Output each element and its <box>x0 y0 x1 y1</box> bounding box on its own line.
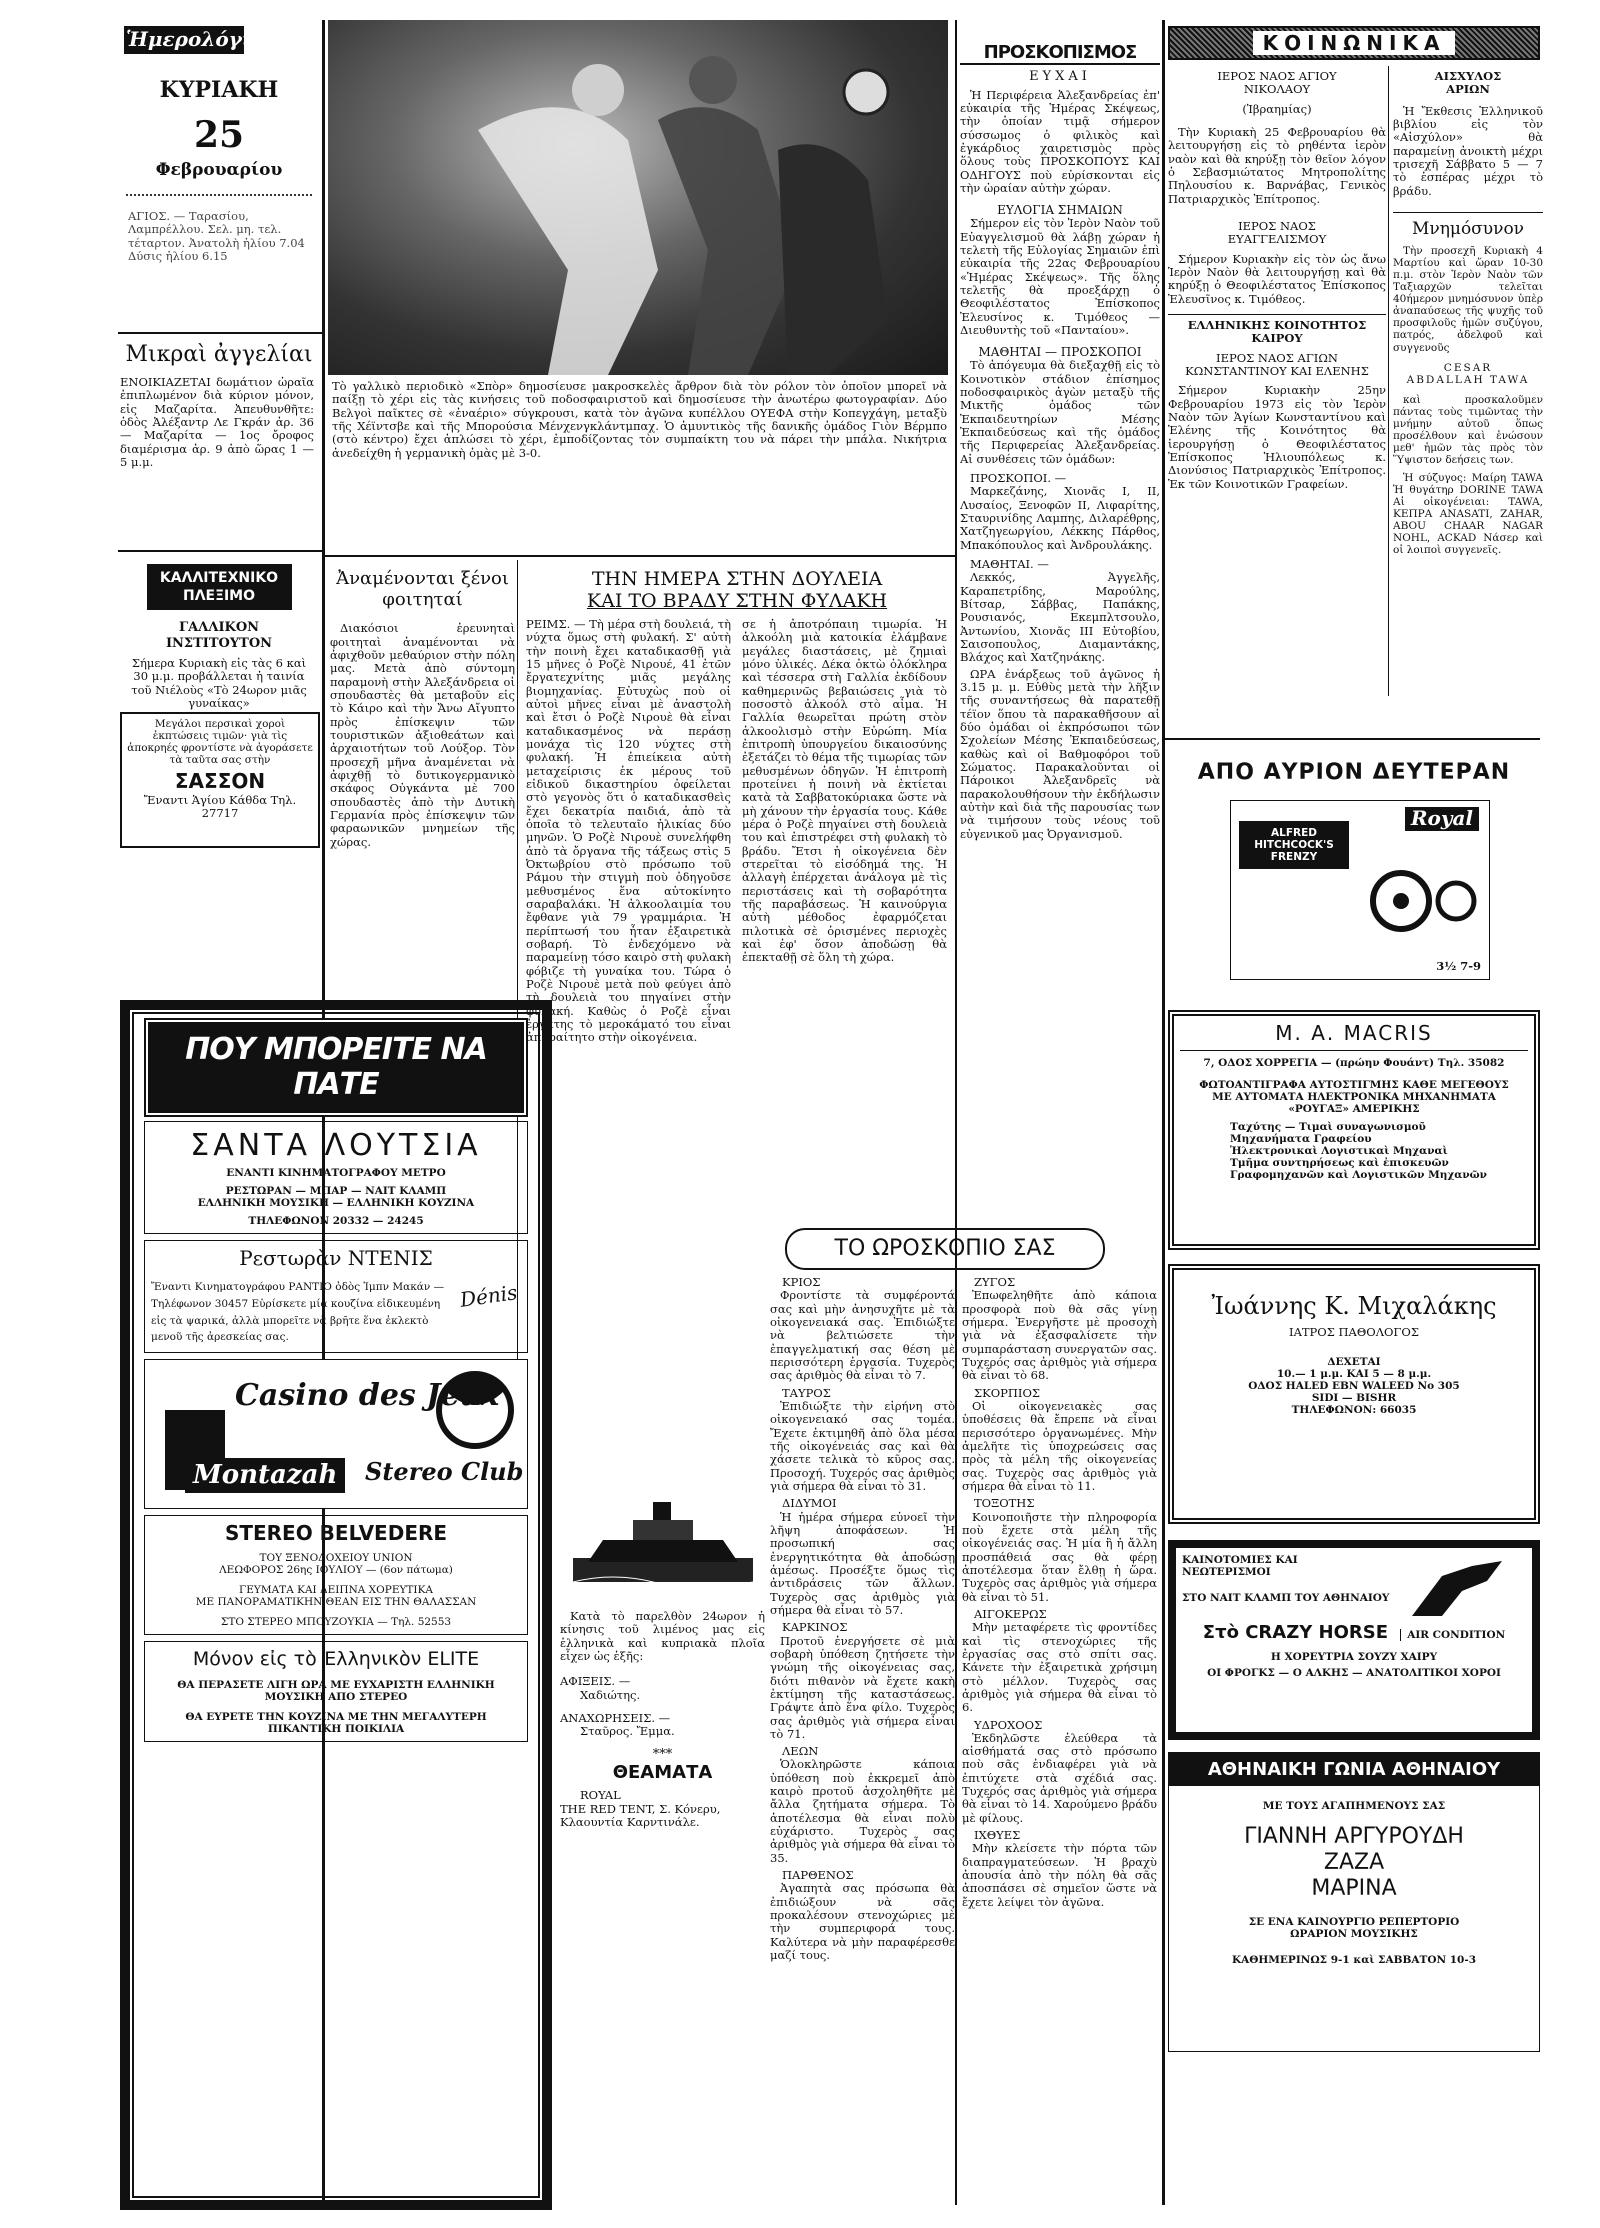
community-title: ΕΛΛΗΝΙΚΗΣ ΚΟΙΝΟΤΗΤΟΣ ΚΑΙΡΟΥ <box>1168 314 1386 346</box>
stars: *** <box>652 1746 673 1762</box>
sasson-text: Μεγάλοι περσικαὶ χοροὶ ἐκπτώσεις τιμῶν· γιὰ τὶς ἀποκρηές φροντίστε νὰ ἀγοράσετε τὰ ταῦτα σας στὴν <box>127 718 313 767</box>
athinaiou-header: ΑΘΗΝΑΙΚΗ ΓΩΝΙΑ ΑΘΗΝΑΙΟΥ <box>1169 1753 1539 1786</box>
calendar-masthead: Ἡμερολόγιον <box>126 27 279 51</box>
horse-tag-1: ΚΑΙΝΟΤΟΜΙΕΣ ΚΑΙ ΝΕΩΤΕΡΙΣΜΟΙ <box>1182 1554 1298 1579</box>
elite-l2: ΘΑ ΕΥΡΕΤΕ ΤΗΝ ΚΟΥΖΙΝΑ ΜΕ ΤΗΝ ΜΕΓΑΛΥΤΕΡΗ ΠΙΚΑΝΤΙΚΗ ΠΟΙΚΙΛΙΑ <box>185 1710 487 1735</box>
horse-acts: ΟΙ ΦΡΟΓΚΣ — Ο ΑΛΚΗΣ — ΑΝΑΤΟΛΙΤΙΚΟΙ ΧΟΡΟΙ <box>1207 1667 1501 1680</box>
belvedere-ad <box>144 1515 528 1635</box>
denis-text: Ἔναντι Κινηματογράφου ΡΑΝΤΙΟ ὁδὸς Ἰμπν Μακάν — Τηλέφωνον 30457 Εὑρίσκετε μία κουζίνα εἰδικευμένη εἰς τὰ ψαρικά, ἀλλὰ μπορεῖτε νὰ βρῆτε ἕνα ἐκλεκτὸ μενοῦ τῆς ἀρεσκείας σας. <box>151 1281 445 1344</box>
scouts-names: Μαρκεζάνης, Χιονᾶς Ι, ΙΙ, Λυσαίος, Ξενοφῶν ΙΙ, Λιφαρίτης, Σταυρινίδης Λαμπης, Διλαρέθρης, Χατζηγεωργίου, Λέκκης Πάρθος, Μπακόπουλος καὶ Ἀνδρουλάκης. <box>960 484 1160 552</box>
sasson-name: ΣΑΣΣΟΝ <box>174 769 266 794</box>
belvedere-l3: ΓΕΥΜΑΤΑ ΚΑΙ ΔΕΙΠΝΑ ΧΟΡΕΥΤΙΚΑ <box>238 1583 434 1596</box>
santa-lucia-l2: ΡΕΣΤΩΡΑΝ — ΜΠΑΡ — ΝΑΙΤ ΚΛΑΜΠ <box>225 1185 447 1198</box>
horoscope-sign: ΣΚΟΡΠΙΟΣ <box>974 1385 1041 1400</box>
sasson-ad <box>120 712 320 848</box>
horoscope-text: Κοινοποιῆστε τὴν πληροφορία ποὺ ἔχετε στὰ μέλη τῆς οἰκογένειάς σας. Ἡ μία ἢ ἡ ἄλλη προσπάθειά σας θὰ φέρῃ ἀποτέλεσμα ὅταν ἔλθῃ ἡ ὥρα. Τυχερὸς σας ἀριθμὸς γιὰ σήμερα θὰ εἶναι τὸ 51. <box>962 1509 1157 1604</box>
rule <box>118 550 322 552</box>
macris-line1: ΦΩΤΟΑΝΤΙΓΡΑΦΑ ΑΥΤΟΣΤΙΓΜΗΣ ΚΑΘΕ ΜΕΓΕΘΟΥΣ <box>1199 1078 1509 1091</box>
athinaiou-hours-label: ΩΡΑΡΙΟΝ ΜΟΥΣΙΚΗΣ <box>1290 1928 1418 1941</box>
doctor-hours-label: ΔΕΧΕΤΑΙ <box>1327 1355 1381 1368</box>
belvedere-name: STEREO BELVEDERE <box>224 1521 448 1546</box>
nikolaos-title: ΙΕΡΟΣ ΝΑΟΣ ΑΓΙΟΥ ΝΙΚΟΛΑΟΥ <box>1217 69 1337 97</box>
athinaiou-ad <box>1168 1752 1540 2052</box>
horoscope-sign: ΤΟΞΟΤΗΣ <box>974 1496 1035 1511</box>
doctor-title: ΙΑΤΡΟΣ ΠΑΘΟΛΟΓΟΣ <box>1289 1325 1419 1340</box>
rule <box>325 555 955 557</box>
athinaiou-singer-3: ΜΑΡΙΝΑ <box>1311 1876 1397 1902</box>
frenzy-title: ALFRED HITCHCOCK'S FRENZY <box>1239 821 1349 869</box>
aischylos-title: ΑΙΣΧΥΛΟΣ ΑΡΙΩΝ <box>1434 69 1502 97</box>
santa-lucia-l1: ΕΝΑΝΤΙ ΚΙΝΗΜΑΤΟΓΡΑΦΟΥ ΜΕΤΡΟ <box>226 1167 446 1180</box>
athinaiou-sub: ΜΕ ΤΟΥΣ ΑΓΑΠΗΜΕΝΟΥΣ ΣΑΣ <box>1262 1800 1446 1813</box>
classifieds-text: ΕΝΟΙΚΙΑΖΕΤΑΙ δωμάτιον ὡραῖα ἐπιπλωμένον διὰ κύριον μόνον, εἰς Μαζαρίτα. Ἀπευθυνθῆτε: ὁδὸς Ἀλέξαντρ Λε Γκράν ἀρ. 36 — Μαζαρίτα — 1ος ὄροφος διαμέρισμα ἀρ. 9 ἀπὸ ὥρας 1 — 5 μ.μ. <box>120 374 314 469</box>
scouts-match-text: Τὸ ἀπόγευμα θὰ διεξαχθῇ εἰς τὸ Κοινοτικὸν στάδιον ἐπίσημος ποδοσφαιρικὸς ἀγὼν μεταξὺ τῆς Μικτῆς ὁμάδος τῶν Ἐκπαιδευτηρίων Μέσης Ἐκπαιδεύσεως καὶ τῆς ὁμάδος τῆς Περιφερείας Ἀλεξανδρείας. Αἱ συνθέσεις τῶν ὁμάδων: <box>960 358 1160 466</box>
arrivals-label: ΑΦΙΞΕΙΣ. — <box>560 1674 631 1689</box>
horoscope-text: Προτοῦ ἐνεργήσετε σὲ μιὰ σοβαρὴ ὑπόθεση ζητήσετε τὴν γνώμη τῆς οἰκογένειας σας, διότι πιθανὸν νὰ ἔχετε κακὴ ἐκτίμηση τῆς καταστάσεως. Γράψτε ἀπὸ ἕνα φίλο. Τυχερὸς σας ἀριθμὸς γιὰ σήμερα εἶναι τὸ 71. <box>770 1633 955 1741</box>
macris-address: 7, ΟΔΟΣ ΧΟΡΡΕΓΙΑ — (πρώην Φουάντ) Τηλ. 35082 <box>1203 1056 1505 1069</box>
horoscope-sign: ΙΧΘΥΕΣ <box>974 1828 1021 1843</box>
departures: Σταῦρος. Ἔμμα. <box>580 1724 675 1739</box>
belvedere-l4: ΜΕ ΠΑΝΟΡΑΜΑΤΙΚΗΝ ΘΕΑΝ ΕΙΣ ΤΗΝ ΘΑΛΑΣΣΑΝ <box>195 1595 477 1608</box>
memorial-text: Τὴν προσεχῆ Κυριακὴ 4 Μαρτίου καὶ ὥραν 10-30 π.μ. στὸν Ἱερὸν Ναὸν τῶν Ταξιαρχῶν τελεῖται 40ήμερον μνημόσυνον ὑπὲρ ἀναπαύσεως τῆς ψυχῆς τοῦ προσφιλοῦς ἡμῶν συζύγου, πατρός, ἀδελφοῦ καὶ συγγενοῦς <box>1393 245 1543 354</box>
horse-dancer: Η ΧΟΡΕΥΤΡΙΑ ΣΟΥΖΥ ΧΑΙΡΥ <box>1270 1651 1438 1664</box>
horse-name: Στὸ CRAZY HORSE <box>1202 1622 1389 1644</box>
crazy-horse-ad <box>1168 1540 1540 1740</box>
arrivals: Χαδιώτης. <box>580 1687 641 1702</box>
students-label: ΜΑΘΗΤΑΙ. — <box>970 557 1049 572</box>
horoscope-text: Μὴν κλείσετε τὴν πόρτα τῶν διαπραγματεύσεων. Ἡ βραχὺ ἀπουσία ἀπὸ τὴν πόλη θὰ σᾶς ἀποσπάσει σὲ σημεῖον ὥστε νὰ ἔχετε λείψει τὸν ἀγῶνα. <box>962 1841 1157 1909</box>
film-listing: THE RED TENT, Σ. Κόνερυ, Κλαουντία Καρντινάλε. <box>560 1801 721 1829</box>
casino-montazah: Montazah <box>185 1458 345 1493</box>
evang-title: ΙΕΡΟΣ ΝΑΟΣ ΕΥΑΓΓΕΛΙΣΜΟΥ <box>1227 218 1327 247</box>
social-header <box>1168 26 1540 60</box>
scouts-wish-text: Ἡ Περιφέρεια Ἀλεξανδρείας ἐπ' εὐκαιρία τῆς Ἡμέρας Σκέψεως, τὴν ὁποίαν τιμᾷ σήμερον σύσσωμος ὁ φιλικὸς καὶ ἐγκάρδιος χαιρετισμὸς πρὸς ὅλους τοὺς ΠΡΟΣΚΟΠΟΥΣ ΚΑΙ ΟΔΗΓΟΥΣ ποὺ εὑρίσκονται εἰς τὴν ὡραίαν αὐτὴν χώραν. <box>960 87 1160 195</box>
knitting-logo: ΚΑΛΛΙΤΕΧΝΙΚΟ ΠΛΕΞΙΜΟ <box>147 564 292 610</box>
places-banner: ΠΟΥ ΜΠΟΡΕΙΤΕ ΝΑ ΠΑΤΕ <box>185 1032 487 1103</box>
scouts-match-title: ΜΑΘΗΤΑΙ — ΠΡΟΣΚΟΠΟΙ <box>978 345 1142 360</box>
athinaiou-singer-2: ΖΑΖΑ <box>1323 1850 1385 1876</box>
calendar-saints: ΑΓΙΟΣ. — Ταρασίου, Λαμπρέλλου. Σελ. μη. τελ. τέταρτον. Ἀνατολὴ ἡλίου 7.04 Δύσις ἡλίου 6.15 <box>128 209 305 263</box>
scouts-flags-title: ΕΥΛΟΓΙΑ ΣΗΜΑΙΩΝ <box>997 203 1123 218</box>
students-title: Ἀναμένονται ξένοι φοιτηταί <box>336 568 509 611</box>
doctor-address: ΟΔΟΣ HALED EBN WALEED No 305 <box>1248 1379 1460 1392</box>
elite-l1: ΘΑ ΠΕΡΑΣΕΤΕ ΛΙΓΗ ΩΡΑ ΜΕ ΕΥΧΑΡΙΣΤΗ ΕΛΛΗΝΙΚΗ ΜΟΥΣΙΚΗ ΑΠΟ ΣΤΕΡΕΟ <box>177 1678 495 1703</box>
column-rule-2 <box>955 20 957 2205</box>
horoscope-sign: ΠΑΡΘΕΝΟΣ <box>782 1868 854 1883</box>
santa-lucia-phone: ΤΗΛΕΦΩΝΟΝ 20332 — 24245 <box>248 1215 424 1228</box>
column-rule-3 <box>1162 20 1165 2205</box>
denis-ad <box>144 1240 528 1353</box>
classifieds <box>118 336 320 546</box>
macris-item-3: Τμῆμα συντηρήσεως καὶ ἐπισκευῶν Γραφομηχανῶν καὶ Λογιστικῶν Μηχανῶν <box>1230 1157 1487 1182</box>
horoscope-title-box <box>785 1228 1105 1270</box>
horoscope-right <box>962 1272 1157 2212</box>
calendar-day: ΚΥΡΙΑΚΗ <box>159 77 279 103</box>
denis-name: Ρεστωρὰν ΝΤΕΝΙΣ <box>239 1246 433 1271</box>
ship-illustration <box>573 1480 753 1590</box>
horse-aircon: AIR CONDITION <box>1400 1629 1505 1641</box>
social-header-text: ΚΟΙΝΩΝΙΚΑ <box>1253 31 1456 55</box>
departures-label: ΑΝΑΧΩΡΗΣΕΙΣ. — <box>560 1710 671 1725</box>
rule <box>118 332 322 334</box>
belvedere-phone: ΣΤΟ ΣΤΕΡΕΟ ΜΠΟΥΖΟΥΚΙΑ — Τηλ. 52553 <box>220 1616 452 1629</box>
belvedere-l2: ΛΕΩΦΟΡΟΣ 26ης ΙΟΥΛΙΟΥ — (6ον πάτωμα) <box>219 1563 453 1576</box>
athinaiou-repertoire: ΣΕ ΕΝΑ ΚΑΙΝΟΥΡΓΙΟ ΡΕΠΕΡΤΟΡΙΟ <box>1248 1916 1460 1929</box>
horoscope-text: Ἐπωφεληθῆτε ἀπὸ κάποια προσφορὰ ποὺ θὰ σᾶς γίνῃ σήμερα. Ἐνεργῆστε μὲ προσοχὴ γιὰ νὰ ἐξασφαλίσετε τὴν συμπαράσταση συνεργατῶν σας. Τυχερός σας ἀριθμὸς γιὰ σήμερα θὰ εἶναι τὸ 68. <box>962 1288 1157 1383</box>
macris-line3: «ΡΟΥΓΑΞ» ΑΜΕΡΙΚΗΣ <box>1288 1102 1420 1115</box>
theatres-title: ΘΕΑΜΑΤΑ <box>612 1761 713 1783</box>
memorial-title: Μνημόσυνον <box>1393 212 1543 239</box>
football-photo <box>328 20 948 375</box>
match-time-text: ΩΡΑ ἐνάρξεως τοῦ ἀγῶνος ἡ 3.15 μ. μ. Εὐθὺς μετὰ τὴν λῆξιν τῆς συναντήσεως θὰ παρατεθῇ τέϊον ὅπου τὰ παρακαθῆσουν αἱ δύο ὁμάδαι οἱ ἐκπρόσωποι τῶν Σχολείων Μέσης Ἐκπαιδεύσεως, καθὼς καὶ οἱ Βαθμοφόροι τοῦ Σώματος. Παρακαλοῦνται οἱ Πάροικοι Ἀλεξανδρεῖς νὰ παρακολουθήσουν τὴν ἐκδήλωσιν αὐτὴν καὶ διὰ τῆς παρουσίας των νὰ τιμήσουν τοὺς νέους τοῦ εὐγενικοῦ μας Ὀργανισμοῦ. <box>960 666 1160 841</box>
macris-item-1: Μηχανήματα Γραφείου <box>1230 1132 1372 1145</box>
macris-item-0: Ταχύτης — Τιμαὶ συναγωνισμοῦ <box>1230 1120 1426 1133</box>
scouts-wish-title: ΕΥΧΑΙ <box>1029 69 1091 85</box>
horoscope-sign: ΥΔΡΟΧΟΟΣ <box>974 1717 1043 1732</box>
story-title-1: ΤΗΝ ΗΜΕΡΑ ΣΤΗΝ ΔΟΥΛΕΙΑ <box>591 568 883 590</box>
ship-caption: Κατὰ τὸ παρελθὸν 24ωρον ἡ κίνησις τοῦ λιμένος μας εἰς ἑλληνικὰ καὶ κυπριακὰ πλοῖα εἶχεν ὡς ἑξῆς: <box>560 1609 765 1663</box>
horoscope-title: ΤΟ ΩΡΟΣΚΟΠΙΟ ΣΑΣ <box>834 1236 1056 1261</box>
frenzy-reel-art <box>1361 841 1481 971</box>
nikolaos-sub: (Ἰβραημίας) <box>1242 101 1312 116</box>
photo-caption: Τὸ γαλλικὸ περιοδικὸ «Σπὸρ» δημοσίευσε μακροσκελὲς ἄρθρον διὰ τὸν ρόλον τὸν ὁποῖον μπορεῖ νὰ παίξῃ τὸ χέρι εἰς τὰς κινήσεις τοῦ ποδοσφαιριστοῦ καὶ δημοσίευσε τὴν ἀνωτέρω φωτογραφίαν. Δύο Βελγοὶ παῖκτες σὲ «ἐναέριο» σύγκρουσι, κατὰ τὸν ἀγῶνα κυπέλλου ΟΥΕΦΑ στὴν Κοπεγχάγη, μεταξὺ τῆς Χέϊντσβε καὶ τῆς Μπορούσια Μένχενγκλάντμπαχ. Ὁ ἀμυντικὸς τῆς δανικῆς ὁμάδος Γιὸν Βέρμπο (στὸ κέντρο) ἔχει ἁπλώσει τὸ χέρι, ἐμποδίζοντας τὸν συμπαίκτη του νὰ πάρει τὴν μπάλα. Νικήτρια ἀνεδείχθη ἡ γερμανικὴ ὁμὰς μὲ 3-0. <box>332 380 947 460</box>
horoscope-text: Ἀγαπητὰ σας πρόσωπα θὰ ἐπιδιώξουν νὰ σᾶς προκαλέσουν στενοχώριες μὲ τὴν συμπεριφορά τους. Καλύτερα νὰ μὴν παραφέρεσθε μαζί τους. <box>770 1881 955 1963</box>
places-panel <box>120 1000 552 2210</box>
memorial-name: CESAR ABDALLAH TAWA <box>1406 361 1530 386</box>
santa-lucia-l3: ΕΛΛΗΝΙΚΗ ΜΟΥΣΙΚΗ — ΕΛΛΗΝΙΚΗ ΚΟΥΖΙΝΑ <box>197 1197 475 1210</box>
frenzy-ad <box>1230 800 1490 980</box>
casino-ad <box>144 1359 528 1509</box>
horoscope-text: Φροντίστε τὰ συμφέροντά σας καὶ μὴν ἀνησυχῆτε μὲ τὰ οἰκογενειακά σας. Ἐπιδιώξτε νὰ βελτιώσετε τὴν ἐπαγγελματική σας θέση μὲ περισσότερη ἐργασία. Τυχερὸς σας ἀριθμὸς θὰ εἶναι τὸ 7. <box>770 1288 955 1383</box>
elite-ad <box>144 1641 528 1742</box>
horoscope-sign: ΖΥΓΟΣ <box>974 1275 1016 1289</box>
story-title-2: ΚΑΙ ΤΟ ΒΡΑΔΥ ΣΤΗΝ ΦΥΛΑΚΗ <box>586 590 888 613</box>
horoscope-text: Μὴν μεταφέρετε τὶς φροντίδες καὶ τὶς στενοχώριες τῆς ἐργασίας σας στὸ σπίτι σας. Κάνετε τὴν ἐξαιρετικὰ χρήσιμη στὸ μέλλον. Τυχερὸς σας ἀριθμὸς γιὰ σήμερα θὰ εἶναι τὸ 6. <box>962 1620 1157 1715</box>
constantine-text: Σήμερον Κυριακὴν 25ην Φεβρουαρίου 1973 εἰς τὸν Ἱερὸν Ναὸν τῶν Ἁγίων Κωνσταντίνου καὶ Ἑλένης τῆς Κοινότητος θὰ ἱερουργήσῃ ὁ Θεοφιλέστατος Ἐπίσκοπος Ἡλιουπόλεως κ. Διονύσιος Πατριαρχικὸς Ἐπίτροπος. Ἐκ τῶν Κοινοτικῶν Γραφείων. <box>1168 383 1386 491</box>
social-right <box>1393 66 1543 696</box>
scouts-label: ΠΡΟΣΚΟΠΟΙ. — <box>970 471 1067 486</box>
horoscope-text: Ὁλοκληρῶστε κάποια ὑπόθεση ποὺ ἐκκρεμεῖ ἀπὸ καιρὸ προτοῦ ἀσχοληθῆτε μὲ ἄλλα ζητήματα σήμερα. Τὸ ἀποτέλεσμα θὰ εἶναι πολὺ εὐχάριστο. Τυχερὸς σας ἀριθμὸς γιὰ σήμερα θὰ εἶναι τὸ 35. <box>770 1757 955 1865</box>
horoscope-sign: ΔΙΔΥΜΟΙ <box>782 1496 837 1511</box>
macris-ad <box>1168 1010 1540 1250</box>
ship-news <box>560 1470 765 2190</box>
horoscope-text: Ἡ ἡμέρα σήμερα εὐνοεῖ τὴν λῆψη ἀποφάσεων. Ἡ προσωπική σας ἐνεργητικότητα θὰ ἀποδώσῃ ἀμέσως. Προσέξτε ὅμως τὶς ἀντιδράσεις τῶν ἄλλων. Τυχερὸς σας ἀριθμὸς γιὰ σήμερα θὰ εἶναι τὸ 57. <box>770 1509 955 1617</box>
calendar-date: 25 <box>193 114 245 156</box>
story-col-2: σε ἡ ἀποτρόπαιη τιμωρία. Ἡ ἀλκοόλη μιὰ κατοικία ἐλάμβανε μεγάλες διαστάσεις, μὲ ζημιαὶ μόνο ὑλικές. Δέκα ὀκτὼ ὁλόκληρα καὶ τέσσερα στὴ Γαλλία ἐκδίδουν καθημερινῶς βεβαιώσεις γιὰ τὸ ποσοστὸ ἀλκοόλ στὸ αἷμα. Ἡ Γαλλία θεωρεῖται πρώτη στὸν ἀλκοολισμὸ στὴν Εὐρώπη. Μία ἐπιτροπὴ ὑπουργείου δικαιοσύνης ἐξετάζει τὸ θέμα τῆς τιμωρίας τῶν μεθυσμένων ὁδηγῶν. Ἡ ἐπιτροπὴ προτείνει ἡ ποινὴ νὰ ἐκτίεται κατὰ τὰ Σαββατοκύριακα ὥστε νὰ μὴ χάνουν τὴν ἐργασία τους. Κάθε μέρα ὁ Ροζὲ πηγαίνει στὴ δουλειὰ του καὶ ἐπιστρέφει στὴ φυλακὴ τὸ βράδυ. Ἔτσι ἡ οἰκογένεια δὲν στερεῖται τὸ εἰσόδημά της. Ἡ ἀλλαγὴ ἐπέρχεται ἀνάλογα μὲ τὶς περιστάσεις καὶ τὴ σοβαρότητα τῆς παραβάσεως. Ἡ καινούργια αὐτὴ μέθοδος ἐφαρμόζεται πιλοτικὰ σὲ ὁρισμένες περιοχὲς καὶ ἐφ' ὅσον ἀποδώσῃ θὰ ἐπεκταθῇ σὲ ὅλη τὴ χώρα. <box>742 617 947 965</box>
athinaiou-singer-1: ΓΙΑΝΝΗ ΑΡΓΥΡΟΥΔΗ <box>1244 1824 1464 1850</box>
casino-script: Casino des Jeux <box>235 1378 500 1414</box>
rule <box>1388 66 1389 696</box>
students-article <box>330 560 515 990</box>
elite-name: Μόνον εἰς τὸ Ἑλληνικὸν ELITE <box>192 1648 480 1671</box>
evang-text: Σήμερον Κυριακὴν εἰς τὸν ὡς ἄνω Ἱερὸν Ναὸν θὰ λειτουργήσῃ καὶ θὰ κηρύξῃ ὁ Θεοφιλέστατος Ἐπίσκοπος Ἐλευσῖνος κ. Τιμόθεος. <box>1168 251 1386 306</box>
institute-text: Σήμερα Κυριακὴ εἰς τὰς 6 καὶ 30 μ.μ. προβάλλεται ἡ ταινία τοῦ Νιέλοὺς «Τὸ 24ωρον μιᾶς γυναίκας» <box>131 656 307 711</box>
horoscope-text: Ἐπιδιώξτε τὴν εἰρήνη στὸ οἰκογενειακό σας τομέα. Ἔχετε ἐκτιμηθῆ ἀπὸ ὅλα μέσα τῆς οἰκογένειάς σας καὶ θὰ χάσετε τελικὰ τὸ κῦρος σας. Προσοχή. Τυχερός σας ἀριθμὸς γιὰ σήμερα θὰ εἶναι τὸ 31. <box>770 1398 955 1493</box>
frenzy-cinema: Royal <box>1405 807 1479 831</box>
social-left <box>1168 66 1386 696</box>
story-col-1: ΡΕΙΜΣ. — Τὴ μέρα στὴ δουλειά, τὴ νύχτα ὅμως στὴ φυλακή. Σ' αὐτὴ τὴν ποινὴ ἔχει καταδικασθῇ γιὰ 15 μῆνες ὁ Ροζὲ Νιρουέ, 41 ἐτῶν ἔργατεχνίτης μιᾶς μεγάλης βιομηχανίας. Εὐτυχὼς ποὺ οἱ αὐτοὶ μῆνες εἶναι μὲ ἀναστολὴ καὶ ἔτσι ὁ Ροζὲ Νιρουὲ θὰ εἶναι καταδικασμένος νὰ περάσῃ μονάχα τὶς 120 νύχτες στὴ φυλακή. Ἡ ἐπιείκεια αὐτὴ μεταχείρισις ἐκ μέρους τοῦ εἰδικοῦ δικαστηρίου ὀφείλεται στὸ γεγονὸς ὅτι ὁ καταδικασθεὶς ἔχει δεκατρία παιδιά, ἀπὸ τὰ ὁποῖα τὸ τελευταῖο ἡλικίας δύο μηνῶν. Ὁ Ροζὲ Νιρουὲ συνελήφθη ἀπὸ τὰ ὄργανα τῆς τάξεως στὶς 5 Ὀκτωβρίου στὸ πρόσωπο τοῦ Ράμου τὴν στιγμὴ ποὺ ὁδηγοῦσε μεθυσμένος ἕνα αὐτοκίνητο σαραβαλάκι. Ἡ ἀλκοολαιμία του ἔφθανε γιὰ 79 γραμμάρια. Ἡ περίπτωσή του ἦταν ἐξαιρετικὰ σοβαρή. Τὸ ἐνδεχόμενο νὰ παραμείνῃ τόσο καιρὸ στὴ φυλακὴ φόβιζε τὴ γυναίκα του. Τώρα ὁ Ροζὲ Νιρουὲ μετὰ ποὺ φεύγει ἀπὸ τὴ δουλειὰ του πηγαίνει στὴν φυλακή. Καθὼς ὁ Ροζὲ εἶναι ἐργάτης τὸ μεροκάματό του εἶναι ἀπαραίτητο στὴν οἰκογένεια. <box>526 617 731 1045</box>
scouts-logo: ΠΡΟΣΚΟΠΙΣΜΟΣ <box>960 42 1160 65</box>
students-body: Διακόσιοι ἐρευνηταὶ φοιτηταὶ ἀναμένονται νὰ ἀφιχθοῦν μεθαύριον στὴν πόλη μας. Μετὰ ἀπὸ σύντομη παραμονὴ στὴν Ἀλεξάνδρεια οἱ σπουδαστὲς θὰ μεταβοῦν εἰς τὸ Κάιρο καὶ τὴν Ἄνω Αἴγυπτο πρὸς ἐπίσκεψιν τῶν τουριστικῶν ἀξιοθεάτων καὶ ἀρχαιοτήτων τοῦ Λούξορ. Τὸν προσεχῆ μῆνα ἀναμένεται νὰ ἀφιχθῇ τὸ δυτικογερμανικὸ σκάφος Οὐγκάντα μὲ 700 σπουδαστὲς ἀπὸ τὴν Δυτικὴ Γερμανία πρὸς ἐπίσκεψιν τῶν φαραωνικῶν μνημείων τῆς χώρας. <box>330 621 515 849</box>
football-photo-figures <box>328 20 948 375</box>
horoscope-sign: ΚΑΡΚΙΝΟΣ <box>782 1620 848 1635</box>
sasson-address: Ἔναντι Ἁγίου Κάθδα Τηλ. 27717 <box>143 792 297 821</box>
horoscope-left <box>770 1272 955 2212</box>
horoscope-sign: ΚΡΙΟΣ <box>782 1275 821 1289</box>
students-names: Λεκκός, Ἀγγελῆς, Καραπετρίδης, Μαρούλης, Βίτσαρ, Σάββας, Παπάκης, Ρουσιανός, Εκεμπλτσουλο, Ἀντωνίου, Χιονᾶς ΙΙΙ Εὐτοβίου, Σαισοπουλος, Διαμαντάκης, Βλάχος καὶ Χατζηνάκης. <box>960 570 1160 665</box>
athinaiou-hours: ΚΑΘΗΜΕΡΙΝΩΣ 9-1 καὶ ΣΑΒΒΑΤΟΝ 10-3 <box>1231 1954 1477 1967</box>
constantine-title: ΙΕΡΟΣ ΝΑΟΣ ΑΓΙΩΝ ΚΩΝΣΤΑΝΤΙΝΟΥ ΚΑΙ ΕΛΕΝΗΣ <box>1185 350 1369 378</box>
scouts-flags-text: Σήμερον εἰς τὸν Ἱερὸν Ναὸν τοῦ Εὐαγγελισμοῦ θὰ λάβῃ χώραν ἡ τελετὴ τῆς Εὐλογίας Σημαιῶν ἐπὶ εὐκαιρία τῆς 22ας Φεβρουαρίου «Ἡμέρας Σκέψεως». Τῆς ὅλης τελετῆς θὰ προεξάρχῃ ὁ Θεοφιλέστατος Ἐπίσκοπος Ἐλευσίνος κ. Τιμόθεος — Διευθυντὴς τοῦ «Πανταίου». <box>960 216 1160 337</box>
belvedere-l1: ΤΟΥ ΞΕΝΟΔΟΧΕΙΟΥ UNION <box>259 1551 413 1564</box>
doctor-phone: ΤΗΛΕΦΩΝΟΝ: 66035 <box>1291 1403 1417 1416</box>
doctor-hours: 10.— 1 μ.μ. ΚΑΙ 5 — 8 μ.μ. <box>1276 1367 1432 1380</box>
horoscope-sign: ΑΙΓΟΚΕΡΩΣ <box>974 1606 1047 1621</box>
cinema-name: ROYAL <box>580 1788 621 1803</box>
monday-header: ΑΠΟ ΑΥΡΙΟΝ ΔΕΥΤΕΡΑΝ <box>1197 760 1511 785</box>
frenzy-times: 3½ 7-9 <box>1436 958 1481 973</box>
doctor-district: SIDI — BISHR <box>1311 1391 1397 1404</box>
aischylos-text: Ἡ Ἔκθεσις Ἑλληνικοῦ βιβλίου εἰς τὸν «Αἰσχύλον» θὰ παραμείνῃ ἀνοικτὴ μέχρι τρισεχῆ Σάββατο 5 — 7 τὸ ἑσπέρας μέχρι τὸ βράδυ. <box>1393 103 1543 198</box>
scouts-column <box>960 20 1160 1210</box>
santa-lucia-name: ΣΑΝΤΑ ΛΟΥΤΣΙΑ <box>190 1127 482 1163</box>
horoscope-sign: ΛΕΩΝ <box>782 1744 819 1759</box>
institute-title: ΓΑΛΛΙΚΟΝ ΙΝΣΤΙΤΟΥΤΟΝ <box>165 620 273 651</box>
horse-tag-2: ΣΤΟ ΝΑΙΤ ΚΛΑΜΠ ΤΟΥ ΑΘΗΝΑΙΟΥ <box>1182 1592 1390 1605</box>
horse-icon <box>1402 1556 1522 1626</box>
macris-item-2: Ἠλεκτρονικαὶ Λογιστικαὶ Μηχαναὶ <box>1230 1144 1448 1157</box>
macris-name: Μ. Α. MACRIS <box>1180 1022 1528 1051</box>
santa-lucia-ad <box>144 1121 528 1235</box>
horoscope-sign: ΤΑΥΡΟΣ <box>782 1385 831 1400</box>
classifieds-title: Μικραὶ ἀγγελίαι <box>125 342 313 367</box>
casino-stereo-club: Stereo Club <box>365 1457 524 1487</box>
doctor-name: Ἰωάννης Κ. Μιχαλάκης <box>1211 1292 1497 1320</box>
memorial-family: Ἡ σύζυγος: Μαίρη TAWA Ἡ θυγάτηρ DORINE TAWA Αἱ οἰκογένειαι: TAWA, ΚΕΠΡΑ ANASATI, ZAHAR, ABOU CHAAR NAGAR NOHL, ACKAD Νάσερ καὶ οἱ λοιποὶ συγγενεῖς. <box>1393 472 1543 557</box>
horoscope-text: Ἐκδηλῶστε ἐλεύθερα τὰ αἰσθήματά σας στὸ πρόσωπο ποὺ σᾶς ἐνδιαφέρει γιὰ νὰ ἐπιτύχετε στὰ σχέδιά σας. Τυχερός σας ἀριθμὸς γιὰ σήμερα θὰ εἶναι τὸ 14. Χαρούμενο βράδυ μὲ φίλους. <box>962 1730 1157 1825</box>
denis-script-logo: Dénis <box>458 1280 519 1313</box>
horoscope-text: Οἱ οἰκογενειακὲς σας ὑποθέσεις θὰ ἔπρεπε νὰ εἶναι περισσότερο ὀργανωμένες. Μὴν ἀμελῆτε τὶς ὑποχρεώσεις σας πρὸς τὰ μέλη τῆς οἰκογενείας σας. Τυχερὸς σας ἀριθμὸς γιὰ σήμερα θὰ εἶναι τὸ 11. <box>962 1398 1157 1493</box>
calendar-month: Φεβρουαρίου <box>155 160 283 180</box>
macris-line2: ΜΕ ΑΥΤΟΜΑΤΑ ΗΛΕΚΤΡΟΝΙΚΑ ΜΗΧΑΝΗΜΑΤΑ <box>1212 1090 1496 1103</box>
rule <box>1165 738 1540 740</box>
doctor-ad <box>1168 1264 1540 1524</box>
memorial-text-2: καὶ προσκαλοῦμεν πάντας τοὺς τιμῶντας τὴν μνήμην αὐτοῦ ὅπως προσέλθουν καὶ ἑνώσουν μεθ' ἡμῶν τὰς πρὸς τὸν Ὕψιστον δεήσεις των. <box>1393 393 1543 466</box>
calendar-box <box>118 20 320 330</box>
nikolaos-text: Τὴν Κυριακὴ 25 Φεβρουαρίου θὰ λειτουργήσῃ εἰς τὸ ρηθέντα ἱερὸν ναὸν καὶ θὰ κηρύξῃ τὸν θεῖον λόγον ὁ Σεβασμιώτατος Μητροπολίτης Πηλουσίου κ. Βαρνάβας, Γενικὸς Πατριαρχικὸς Ἐπίτροπος. <box>1168 124 1386 206</box>
